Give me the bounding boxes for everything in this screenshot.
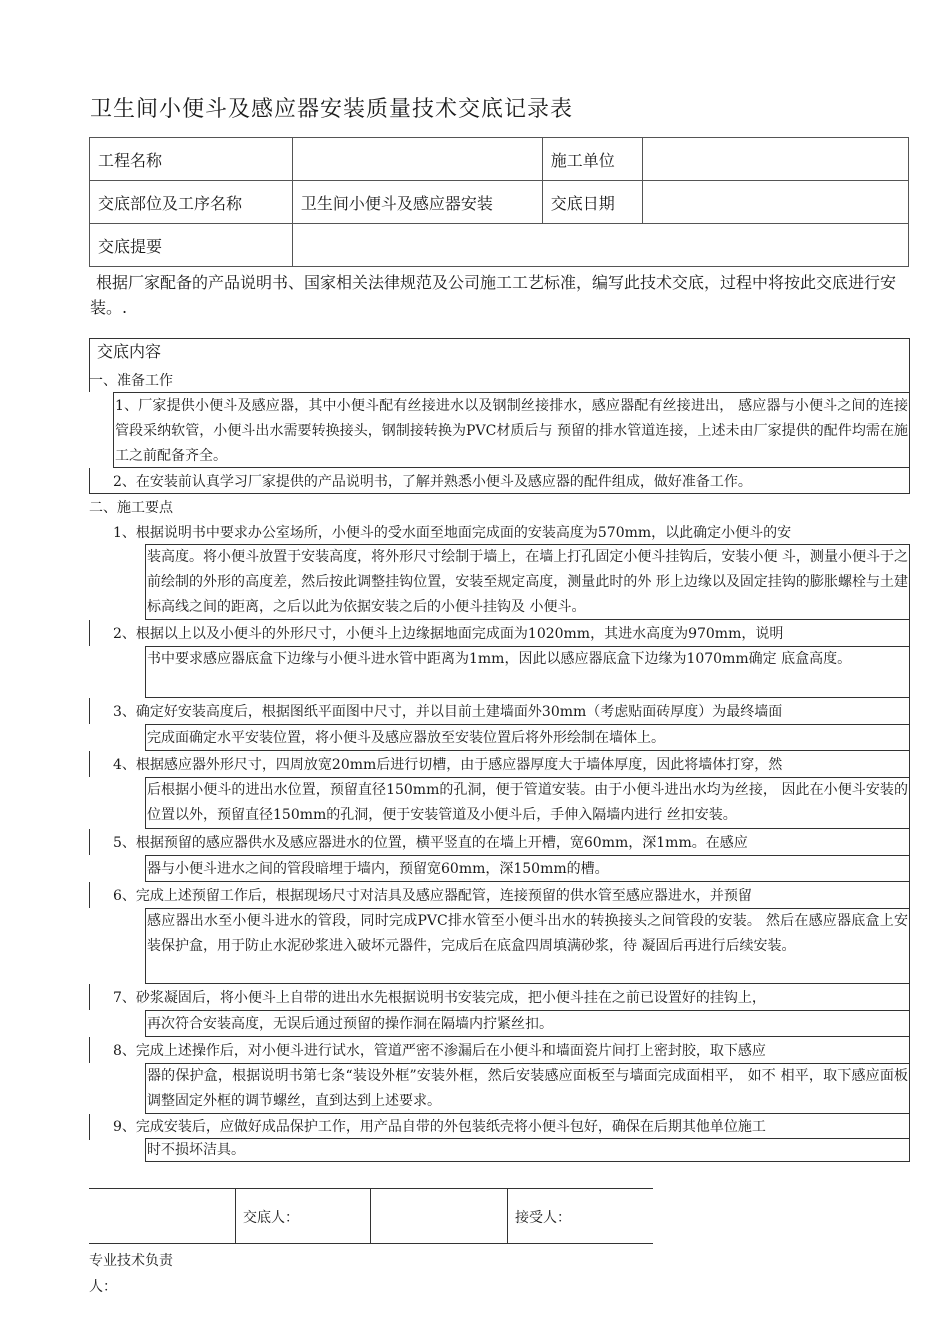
construction-item-9-first: 9、完成安装后，应做好成品保护工作，用产品自带的外包装纸壳将小便斗包好，确保在后期其他单位施工	[113, 1119, 766, 1135]
construction-item-1-first: 1、根据说明书中要求办公室场所，小便斗的受水面至地面完成面的安装高度为570mm，以此确定小便斗的安	[113, 525, 792, 541]
tech-lead-label-continued: 人：	[89, 1279, 117, 1295]
prep-item-1: 1、厂家提供小便斗及感应器，其中小便斗配有丝接进水以及钢制丝接排水，感应器配有丝接进出， 感应器与小便斗之间的连接管段采纳软管，小便斗出水需要转换接头，钢制接转换为PVC材质后与 预留的排水管道连接，上述未由厂家提供的配件均需在施工之前配备齐全。	[115, 398, 908, 464]
content-heading: 交底内容	[97, 342, 162, 361]
part-value: 卫生间小便斗及感应器安装	[292, 181, 542, 224]
construction-item-4-first: 4、根据感应器外形尺寸，四周放宽20mm后进行切槽，由于感应器厚度大于墙体厚度，因此将墙体打穿，然	[113, 757, 783, 773]
contractor-label: 施工单位	[542, 138, 642, 181]
signature-divider	[507, 1188, 508, 1244]
contractor-value	[642, 138, 908, 181]
construction-item-1-rest: 装高度。将小便斗放置于安装高度，将外形尺寸绘制于墙上，在墙上打孔固定小便斗挂钩后，安装小便 斗，测量小便斗于之前绘制的外形的高度差，然后按此调整挂钩位置，安装至规定高度，测量此时的外 形上边缘以及固定挂钩的膨胀螺栓与土建标高线之间的距离，之后以此为依据安装之后的小便斗挂钩及 小便斗。	[147, 549, 908, 615]
construction-item-4-rest: 后根据小便斗的进出水位置，预留直径150mm的孔洞，便于管道安装。由于小便斗进出水均为丝接， 因此在小便斗安装的位置以外，预留直径150mm的孔洞，便于安装管道及小便斗后，手伸入隔墙内进行 丝扣安装。	[147, 782, 908, 823]
construction-item-7-first: 7、砂浆凝固后，将小便斗上自带的进出水先根据说明书安装完成，把小便斗挂在之前已设置好的挂钩上，	[113, 990, 766, 1006]
project-name-value	[292, 138, 542, 181]
page-title: 卫生间小便斗及感应器安装质量技术交底记录表	[90, 97, 574, 122]
part-label: 交底部位及工序名称	[90, 181, 293, 224]
content-heading-box	[89, 338, 910, 392]
construction-item-8-rest: 器的保护盒，根据说明书第七条“装设外框”安装外框，然后安装感应面板至与墙面完成面相平， 如不 相平，取下感应面板调整固定外框的调节螺丝，直到达到上述要求。	[147, 1068, 908, 1109]
receiver-label: 接受人：	[515, 1210, 571, 1226]
table-row	[90, 138, 909, 181]
date-value	[642, 181, 908, 224]
prep-item-2: 2、在安装前认真学习厂家提供的产品说明书，了解并熟悉小便斗及感应器的配件组成，做好准备工作。	[113, 474, 752, 490]
summary-value	[292, 224, 908, 267]
signature-divider	[235, 1188, 236, 1244]
header-table	[89, 137, 909, 267]
signature-bottom-line	[89, 1243, 653, 1244]
construction-item-9-box	[145, 1138, 910, 1162]
construction-item-8-first: 8、完成上述操作后，对小便斗进行试水，管道严密不渗漏后在小便斗和墙面瓷片间打上密封胶，取下感应	[113, 1043, 766, 1059]
construction-item-3-first: 3、确定好安装高度后，根据图纸平面图中尺寸，并以目前土建墙面外30mm（考虑贴面砖厚度）为最终墙面	[113, 704, 783, 720]
construction-item-6-rest: 感应器出水至小便斗进水的管段，同时完成PVC排水管至小便斗出水的转换接头之间管段的安装。 然后在感应器底盒上安装保护盒，用于防止水泥砂浆进入破坏元器件，完成后在底盒四周填满砂浆，待 凝固后再进行后续安装。	[147, 913, 908, 954]
construction-item-7-rest: 再次符合安装高度，无误后通过预留的操作洞在隔墙内拧紧丝扣。	[147, 1016, 553, 1032]
discloser-label: 交底人：	[243, 1210, 299, 1226]
construction-item-3-rest: 完成面确定水平安装位置，将小便斗及感应器放至安装位置后将外形绘制在墙体上。	[147, 730, 665, 746]
construction-item-2-first: 2、根据以上以及小便斗的外形尺寸，小便斗上边缘据地面完成面为1020mm，其进水高度为970mm，说明	[113, 626, 784, 642]
signature-top-line	[89, 1188, 653, 1189]
construction-item-5-rest: 器与小便斗进水之间的管段暗埋于墙内，预留宽60mm，深150mm的槽。	[147, 861, 609, 877]
construction-item-2-rest: 书中要求感应器底盒下边缘与小便斗进水管中距离为1mm，因此以感应器底盒下边缘为1070mm确定 底盒高度。	[147, 651, 852, 667]
construction-item-6-first: 6、完成上述预留工作后，根据现场尺寸对洁具及感应器配管，连接预留的供水管至感应器进水，并预留	[113, 888, 752, 904]
section-prep-heading: 一、准备工作	[89, 373, 173, 389]
signature-divider	[370, 1188, 371, 1244]
tech-lead-label: 专业技术负责	[89, 1253, 173, 1269]
project-name-label: 工程名称	[90, 138, 293, 181]
intro-text: 根据厂家配备的产品说明书、国家相关法律规范及公司施工工艺标准，编写此技术交底，过程中将按此交底进行安装。.	[90, 273, 897, 317]
construction-item-9-rest: 时不损坏洁具。	[147, 1142, 245, 1158]
table-row	[90, 181, 909, 224]
date-label: 交底日期	[542, 181, 642, 224]
section-construction-heading: 二、施工要点	[89, 500, 173, 516]
construction-item-5-first: 5、根据预留的感应器供水及感应器进水的位置，横平竖直的在墙上开槽，宽60mm，深1mm。在感应	[113, 835, 748, 851]
summary-label: 交底提要	[90, 224, 293, 267]
table-row	[90, 224, 909, 267]
